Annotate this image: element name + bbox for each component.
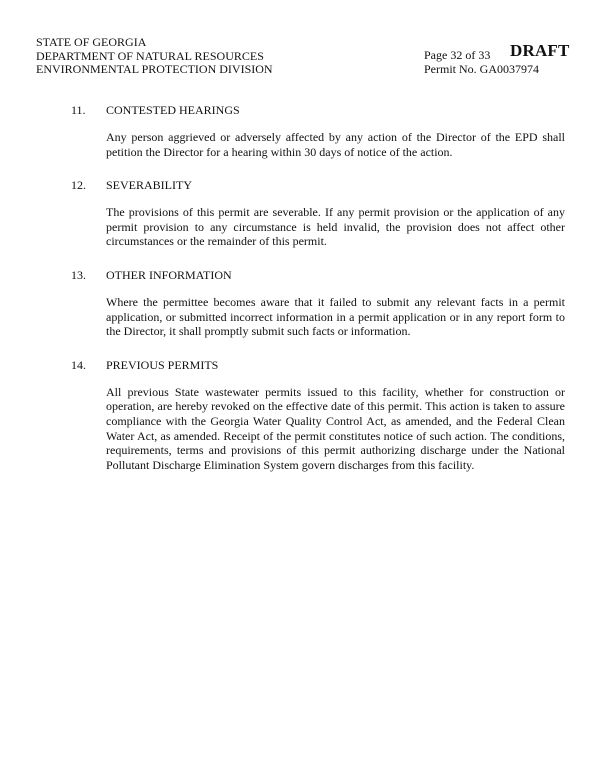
agency-line-state: STATE OF GEORGIA <box>36 35 147 49</box>
section-other-information <box>0 268 600 339</box>
section-heading <box>0 103 600 117</box>
agency-block <box>36 36 273 77</box>
section-title: PREVIOUS PERMITS <box>106 357 219 372</box>
section-title: SEVERABILITY <box>106 178 192 193</box>
section-previous-permits <box>0 358 600 473</box>
section-body: Any person aggrieved or adversely affected by any action of the Director of the EPD shall petition the Director for a hearing within 30 days of notice of the action. <box>106 130 565 159</box>
section-title: OTHER INFORMATION <box>106 267 232 282</box>
section-heading <box>0 358 600 372</box>
section-body: Where the permittee becomes aware that it failed to submit any relevant facts in a permit application, or submitted incorrect information in a permit application or in any report form to the Director, it shall promptly submit such facts or information. <box>106 294 565 339</box>
section-heading <box>0 178 600 192</box>
section-contested-hearings <box>0 103 600 159</box>
agency-line-department: DEPARTMENT OF NATURAL RESOURCES <box>36 48 264 63</box>
section-number: 13. <box>71 267 86 282</box>
section-title: CONTESTED HEARINGS <box>106 103 240 117</box>
section-heading <box>0 268 600 282</box>
section-severability <box>0 178 600 249</box>
section-number: 11. <box>71 103 86 117</box>
section-number: 14. <box>71 357 86 372</box>
agency-line-division: ENVIRONMENTAL PROTECTION DIVISION <box>36 62 273 76</box>
section-body: All previous State wastewater permits issued to this facility, whether for construction or operation, are hereby revoked on the effective date of this permit. This action is taken to assure compliance with the Georgia Water Quality Control Act, as amended, and the Federal Clean Water Act, as amended. Receipt of the permit constitutes notice of such action. The conditions, requirements, terms and provisions of this permit authorizing discharge under the National Pollutant Discharge Elimination System govern discharges from this facility. <box>106 384 565 472</box>
permit-number: Permit No. GA0037974 <box>424 61 539 76</box>
permit-sections <box>0 103 600 472</box>
page-number: Page 32 of 33 <box>424 48 491 62</box>
draft-mark: DRAFT <box>510 41 570 60</box>
section-body: The provisions of this permit are severable. If any permit provision or the application of any permit provision to any circumstance is held invalid, the provision does not affect other circumstances or the remainder of this permit. <box>106 205 565 249</box>
page-header <box>36 36 572 82</box>
section-number: 12. <box>71 178 86 193</box>
